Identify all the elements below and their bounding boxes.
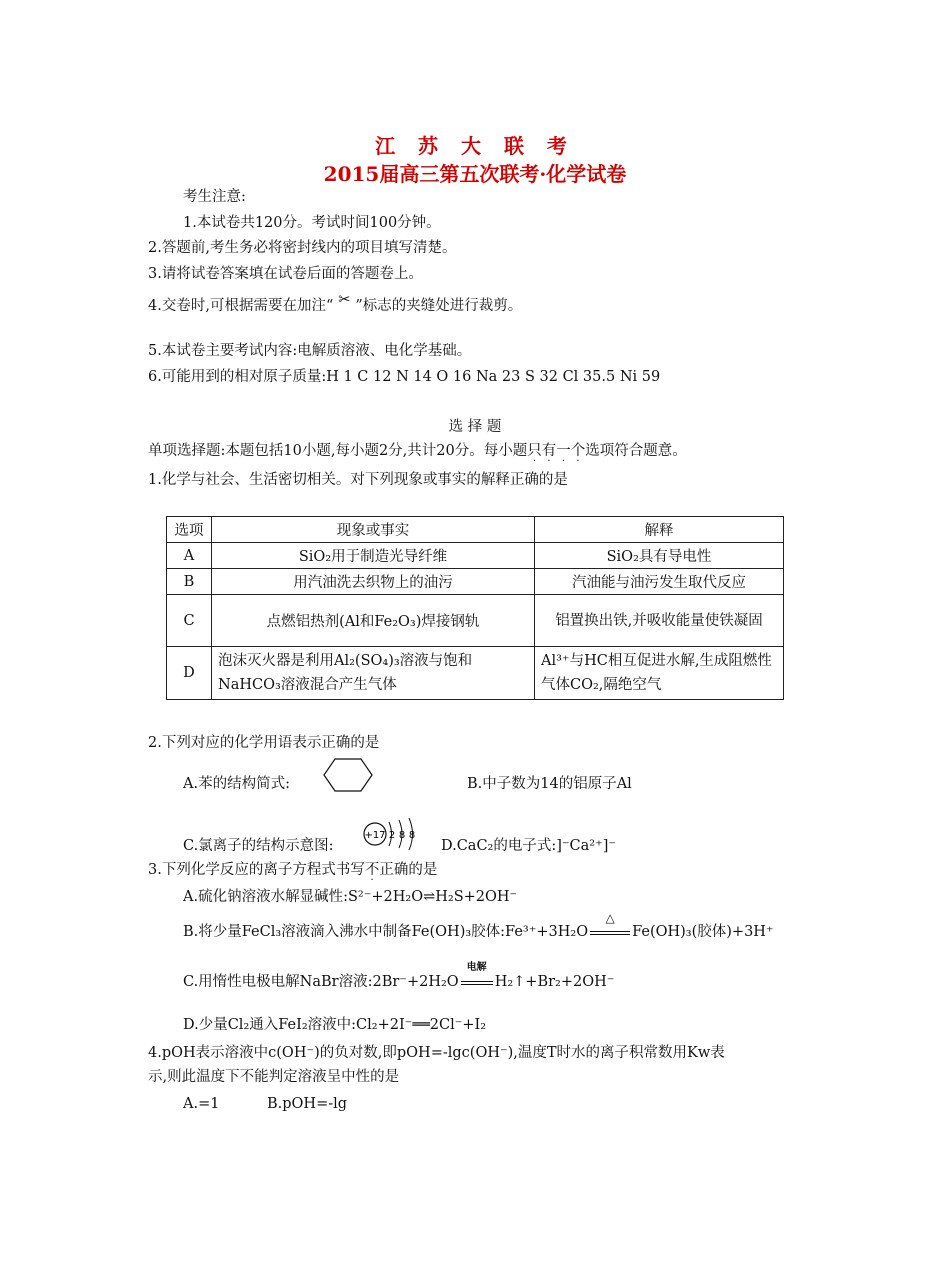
emphasis-char: 只 · — [527, 443, 542, 467]
option-cell: B — [167, 569, 212, 595]
q3-c-left: C.用惰性电极电解NaBr溶液:2Br⁻+2H₂O — [183, 974, 459, 990]
q3-option-d: D.少量Cl₂通入FeI₂溶液中:Cl₂+2I⁻══2Cl⁻+I₂ — [183, 1017, 487, 1033]
q3-b-left: B.将少量FeCl₃溶液滴入沸水中制备Fe(OH)₃胶体:Fe³⁺+3H₂O — [183, 924, 589, 940]
table-header-row — [167, 517, 784, 543]
q2-option-a: A.苯的结构简式: — [183, 776, 290, 792]
q1-table — [166, 516, 784, 700]
q4-option-b: B.pOH=-lg — [267, 1096, 348, 1112]
scissors-icon: ✂ — [338, 292, 351, 308]
q3-stem-part: 3.下列化学反应的离子方程式书写 — [148, 862, 365, 878]
exam-title-line1: 江 苏 大 联 考 — [375, 134, 575, 158]
heat-condition-sign: △ — [588, 922, 632, 942]
fact-cell: 用汽油洗去织物上的油污 — [212, 569, 535, 595]
option-cell: A — [167, 543, 212, 569]
fact-cell: 点燃铝热剂(Al和Fe₂O₃)焊接钢轨 — [212, 595, 535, 647]
emphasis-char: 有 · — [541, 443, 557, 467]
q2-option-b: B.中子数为14的铝原子Al — [467, 776, 632, 792]
q1-stem: 1.化学与社会、生活密切相关。对下列现象或事实的解释正确的是 — [148, 472, 568, 488]
note-1: 1.本试卷共120分。考试时间100分钟。 — [183, 215, 441, 231]
note-6: 6.可能用到的相对原子质量:H 1 C 12 N 14 O 16 Na 23 S 32 Cl 35.5 Ni 59 — [148, 369, 661, 385]
q3-option-b — [183, 911, 774, 942]
q3-c-right: H₂↑+Br₂+2OH⁻ — [494, 974, 615, 990]
section-title: 选 择 题 — [448, 419, 502, 435]
q3-stem-part: 正确的是 — [379, 862, 438, 878]
shell-label: 2 — [388, 830, 396, 841]
instr-part: 单项选择题:本题包括10小题,每小题2分,共计20分。每小题 — [148, 443, 528, 459]
q3-stem — [148, 860, 438, 886]
exam-title-line2: 2015届高三第五次联考·化学试卷 — [323, 162, 627, 186]
emphasis-char: 一 · — [556, 443, 571, 467]
table-row — [167, 569, 784, 595]
section-instructions — [148, 441, 687, 467]
explanation-cell: Al³⁺与HC相互促进水解,生成阻燃性气体CO₂,隔绝空气 — [535, 647, 784, 700]
q4-stem-line2: 示,则此温度下不能判定溶液呈中性的是 — [148, 1069, 400, 1085]
notes-heading: 考生注意: — [183, 189, 246, 205]
instr-part: 选项符合题意。 — [585, 443, 687, 459]
note-4 — [148, 292, 523, 316]
benzene-hexagon-icon — [322, 757, 374, 793]
q2-option-c: C.氯离子的结构示意图: — [183, 838, 334, 854]
fact-cell: SiO₂用于制造光导纤维 — [212, 543, 535, 569]
fact-cell: 泡沫灭火器是利用Al₂(SO₄)₃溶液与饱和NaHCO₃溶液混合产生气体 — [212, 647, 535, 700]
note-4-end: ”标志的夹缝处进行裁剪。 — [355, 298, 523, 314]
explanation-cell: 铝置换出铁,并吸收能量使铁凝固 — [535, 595, 784, 647]
q2-stem: 2.下列对应的化学用语表示正确的是 — [148, 735, 380, 751]
table-header-cell: 现象或事实 — [212, 517, 535, 543]
q3-b-right: Fe(OH)₃(胶体)+3H⁺ — [632, 924, 774, 940]
shell-label: 8 — [408, 830, 416, 841]
note-2: 2.答题前,考生务必将密封线内的项目填写清楚。 — [148, 240, 457, 256]
q2-option-d: D.CaC₂的电子式:]⁻Ca²⁺]⁻ — [441, 838, 617, 854]
shell-label: 8 — [398, 830, 406, 841]
option-cell: C — [167, 595, 212, 647]
explanation-cell: 汽油能与油污发生取代反应 — [535, 569, 784, 595]
electrolysis-condition-sign: 电解 — [459, 972, 495, 992]
note-4-start: 4.交卷时,可根据需要在加注“ — [148, 298, 334, 314]
table-row — [167, 647, 784, 700]
table-row — [167, 543, 784, 569]
option-cell: D — [167, 647, 212, 700]
note-3: 3.请将试卷答案填在试卷后面的答题卷上。 — [148, 266, 423, 282]
chloride-ion-structure-icon — [361, 812, 425, 852]
emphasis-char: 个 · — [570, 443, 586, 467]
emphasis-char: 不 · — [364, 862, 380, 886]
table-row — [167, 595, 784, 647]
explanation-cell: SiO₂具有导电性 — [535, 543, 784, 569]
q3-option-c — [183, 962, 615, 992]
table-header-cell: 选项 — [167, 517, 212, 543]
note-5: 5.本试卷主要考试内容:电解质溶液、电化学基础。 — [148, 343, 472, 359]
atom-nucleus-label: +17 — [364, 830, 386, 841]
table-header-cell: 解释 — [535, 517, 784, 543]
q4-option-a: A.=1 — [183, 1096, 220, 1112]
q3-option-a: A.硫化钠溶液水解显碱性:S²⁻+2H₂O⇌H₂S+2OH⁻ — [183, 889, 518, 905]
q4-stem-line1: 4.pOH表示溶液中c(OH⁻)的负对数,即pOH=-lgc(OH⁻),温度T时水的离子积常数用Kw表 — [148, 1045, 725, 1061]
